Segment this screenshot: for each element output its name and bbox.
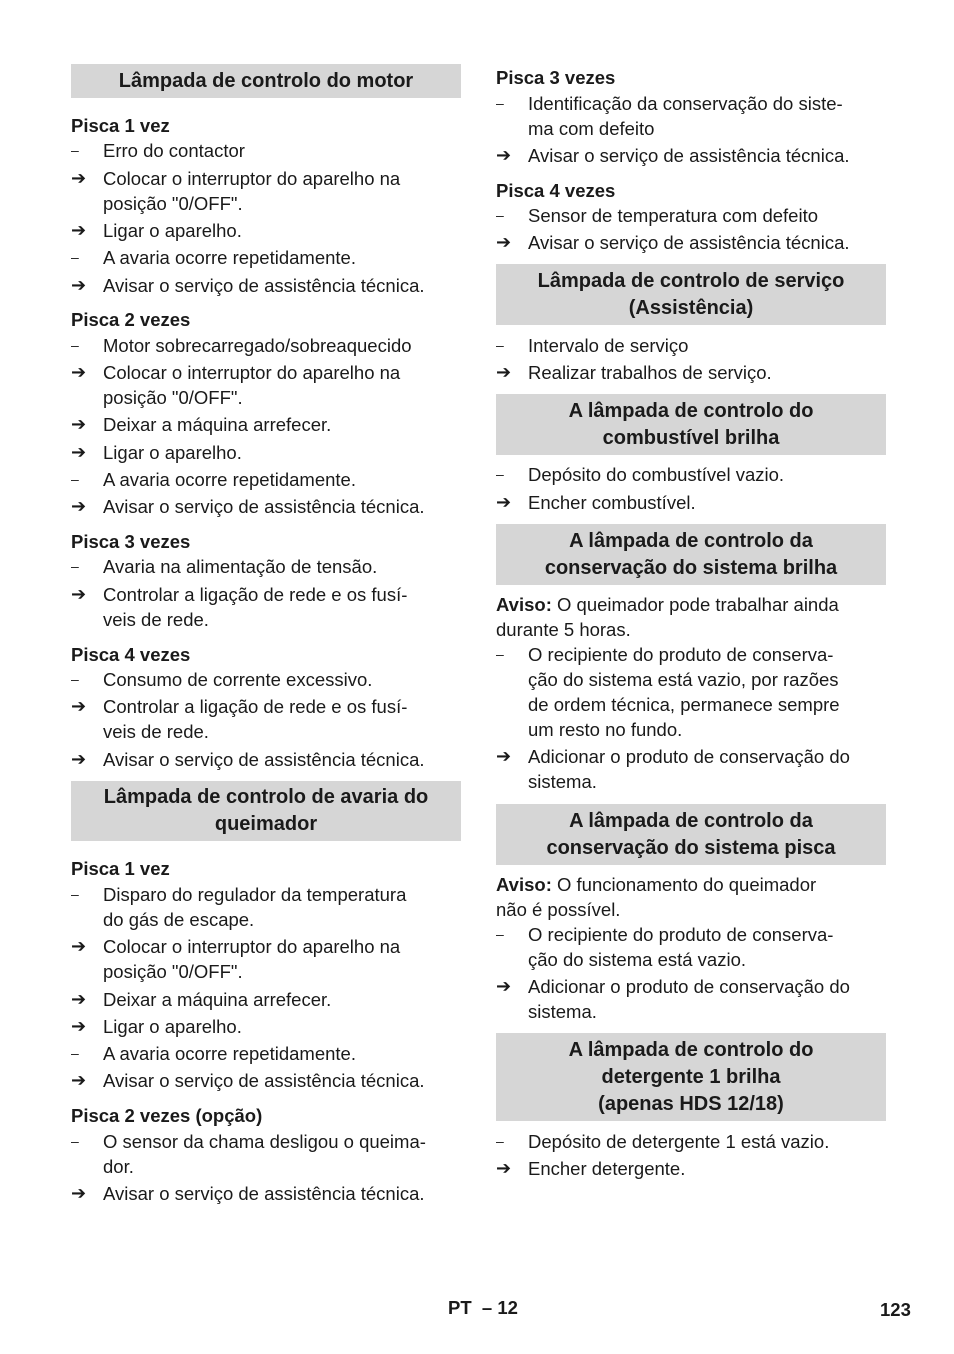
arrow-right-icon: ➔ <box>496 1158 512 1178</box>
dash-bullet-icon: – <box>71 886 79 902</box>
list-item-text: A avaria ocorre repetidamente. <box>103 1043 356 1064</box>
list-item-text: Encher combustível. <box>528 492 696 513</box>
list-item-text: Consumo de corrente excessivo. <box>103 669 373 690</box>
dash-bullet-icon: – <box>496 207 504 223</box>
list-item-text: Sensor de temperatura com defeito <box>528 205 818 226</box>
dash-bullet-icon: – <box>71 142 79 158</box>
list-item <box>71 245 461 270</box>
arrow-right-icon: ➔ <box>496 145 512 165</box>
dash-bullet-icon: – <box>496 1133 504 1149</box>
section-header-system-care-lamp-lit: A lâmpada de controlo da conservação do sistema brilha <box>496 524 886 585</box>
list-item <box>496 1156 886 1181</box>
list-item <box>496 91 886 141</box>
arrow-right-icon: ➔ <box>71 584 87 604</box>
arrow-right-icon: ➔ <box>496 492 512 512</box>
dash-bullet-icon: – <box>496 646 504 662</box>
subheading: Pisca 3 vezes <box>71 531 191 552</box>
list-item-text: A avaria ocorre repetidamente. <box>103 469 356 490</box>
list-item-text: Avisar o serviço de assistência técnica. <box>103 275 425 296</box>
arrow-right-icon: ➔ <box>71 414 87 434</box>
arrow-right-icon: ➔ <box>496 232 512 252</box>
arrow-right-icon: ➔ <box>71 1070 87 1090</box>
list-item <box>496 642 886 742</box>
list-item <box>71 987 461 1012</box>
list-item-text: Colocar o interruptor do aparelho na posição "0/OFF". <box>103 936 401 982</box>
arrow-right-icon: ➔ <box>496 362 512 382</box>
list-item <box>496 1129 886 1154</box>
list-item-text: Ligar o aparelho. <box>103 442 242 463</box>
arrow-right-icon: ➔ <box>496 746 512 766</box>
list-item <box>71 440 461 465</box>
list-item <box>71 1129 461 1179</box>
section-header-burner-fault-lamp: Lâmpada de controlo de avaria do queimador <box>71 781 461 841</box>
dash-bullet-icon: – <box>496 95 504 111</box>
notice-text: O queimador pode trabalhar ainda durante 5 horas. <box>496 594 839 640</box>
notice-label: Aviso: <box>496 594 552 615</box>
dash-bullet-icon: – <box>496 337 504 353</box>
list-item <box>71 667 461 692</box>
list-item <box>71 1014 461 1039</box>
list-item <box>71 1181 461 1206</box>
list-item-text: Avaria na alimentação de tensão. <box>103 556 378 577</box>
list-item <box>71 934 461 984</box>
list-item <box>496 333 886 358</box>
list-item-text: Colocar o interruptor do aparelho na posição "0/OFF". <box>103 168 401 214</box>
list-item-text: Adicionar o produto de conservação do sistema. <box>528 746 850 792</box>
dash-bullet-icon: – <box>496 466 504 482</box>
subheading: Pisca 2 vezes <box>71 309 191 330</box>
list-item-text: Deixar a máquina arrefecer. <box>103 989 332 1010</box>
arrow-right-icon: ➔ <box>71 1183 87 1203</box>
arrow-right-icon: ➔ <box>71 362 87 382</box>
subheading: Pisca 2 vezes (opção) <box>71 1105 263 1126</box>
list-item-text: Avisar o serviço de assistência técnica. <box>103 1070 425 1091</box>
list-item <box>496 922 886 972</box>
list-item-text: Deixar a máquina arrefecer. <box>103 414 332 435</box>
dash-bullet-icon: – <box>71 671 79 687</box>
arrow-right-icon: ➔ <box>496 976 512 996</box>
list-item <box>496 143 886 168</box>
list-item-text: Controlar a ligação de rede e os fusí- veis de rede. <box>103 696 408 742</box>
section-header-motor-lamp: Lâmpada de controlo do motor <box>71 64 461 98</box>
section-header-fuel-lamp: A lâmpada de controlo do combustível brilha <box>496 394 886 455</box>
list-item-text: Avisar o serviço de assistência técnica. <box>103 749 425 770</box>
page-number: 123 <box>880 1299 911 1320</box>
dash-bullet-icon: – <box>71 1133 79 1149</box>
list-item-text: Motor sobrecarregado/sobreaquecido <box>103 335 412 356</box>
list-item-text: Realizar trabalhos de serviço. <box>528 362 772 383</box>
list-item-text: Identificação da conservação do siste- ma com defeito <box>528 93 843 139</box>
list-item-text: Erro do contactor <box>103 140 245 161</box>
list-item-text: Avisar o serviço de assistência técnica. <box>528 145 850 166</box>
list-item <box>71 218 461 243</box>
list-item-text: Disparo do regulador da temperatura do gás de escape. <box>103 884 407 930</box>
list-item-text: A avaria ocorre repetidamente. <box>103 247 356 268</box>
subheading: Pisca 4 vezes <box>71 644 191 665</box>
list-item-text: Ligar o aparelho. <box>103 1016 242 1037</box>
footer-language-page: PT – 12 <box>448 1297 518 1318</box>
section-header-detergent-lamp: A lâmpada de controlo do detergente 1 brilha (apenas HDS 12/18) <box>496 1033 886 1121</box>
list-item <box>496 462 886 487</box>
subheading: Pisca 1 vez <box>71 858 170 879</box>
list-item-text: Controlar a ligação de rede e os fusí- veis de rede. <box>103 584 408 630</box>
list-item <box>496 490 886 515</box>
list-item <box>496 230 886 255</box>
list-item <box>71 333 461 358</box>
notice-paragraph <box>496 872 886 922</box>
list-item <box>71 166 461 216</box>
section-header-system-care-lamp-flashing: A lâmpada de controlo da conservação do sistema pisca <box>496 804 886 865</box>
notice-label: Aviso: <box>496 874 552 895</box>
arrow-right-icon: ➔ <box>71 1016 87 1036</box>
arrow-right-icon: ➔ <box>71 168 87 188</box>
list-item-text: Adicionar o produto de conservação do sistema. <box>528 976 850 1022</box>
list-item-text: Avisar o serviço de assistência técnica. <box>103 1183 425 1204</box>
dash-bullet-icon: – <box>71 558 79 574</box>
arrow-right-icon: ➔ <box>71 936 87 956</box>
list-item <box>496 744 886 794</box>
dash-bullet-icon: – <box>71 249 79 265</box>
arrow-right-icon: ➔ <box>71 220 87 240</box>
list-item-text: O recipiente do produto de conserva- ção do sistema está vazio, por razões de ordem técnica, permanece sempre um resto no fundo. <box>528 644 840 740</box>
list-item <box>496 360 886 385</box>
list-item-text: Ligar o aparelho. <box>103 220 242 241</box>
list-item <box>71 467 461 492</box>
dash-bullet-icon: – <box>71 471 79 487</box>
list-item <box>71 554 461 579</box>
subheading: Pisca 4 vezes <box>496 180 616 201</box>
list-item-text: O recipiente do produto de conserva- ção do sistema está vazio. <box>528 924 834 970</box>
list-item <box>496 203 886 228</box>
list-item-text: Colocar o interruptor do aparelho na posição "0/OFF". <box>103 362 401 408</box>
section-header-service-lamp: Lâmpada de controlo de serviço (Assistência) <box>496 264 886 325</box>
list-item <box>71 582 461 632</box>
list-item-text: O sensor da chama desligou o queima- dor. <box>103 1131 426 1177</box>
list-item <box>71 360 461 410</box>
list-item-text: Depósito do combustível vazio. <box>528 464 785 485</box>
list-item-text: Encher detergente. <box>528 1158 686 1179</box>
list-item <box>71 138 461 163</box>
dash-bullet-icon: – <box>496 926 504 942</box>
list-item <box>71 882 461 932</box>
subheading: Pisca 1 vez <box>71 115 170 136</box>
dash-bullet-icon: – <box>71 1045 79 1061</box>
list-item <box>71 1068 461 1093</box>
list-item-text: Avisar o serviço de assistência técnica. <box>528 232 850 253</box>
arrow-right-icon: ➔ <box>71 275 87 295</box>
list-item <box>71 494 461 519</box>
list-item <box>496 974 886 1024</box>
arrow-right-icon: ➔ <box>71 696 87 716</box>
list-item <box>71 412 461 437</box>
notice-text: O funcionamento do queimador não é possível. <box>496 874 817 920</box>
subheading: Pisca 3 vezes <box>496 67 616 88</box>
arrow-right-icon: ➔ <box>71 442 87 462</box>
list-item <box>71 747 461 772</box>
arrow-right-icon: ➔ <box>71 496 87 516</box>
list-item-text: Depósito de detergente 1 está vazio. <box>528 1131 830 1152</box>
list-item <box>71 1041 461 1066</box>
notice-paragraph <box>496 592 886 642</box>
list-item <box>71 273 461 298</box>
list-item-text: Intervalo de serviço <box>528 335 689 356</box>
dash-bullet-icon: – <box>71 337 79 353</box>
list-item-text: Avisar o serviço de assistência técnica. <box>103 496 425 517</box>
list-item <box>71 694 461 744</box>
arrow-right-icon: ➔ <box>71 749 87 769</box>
arrow-right-icon: ➔ <box>71 989 87 1009</box>
